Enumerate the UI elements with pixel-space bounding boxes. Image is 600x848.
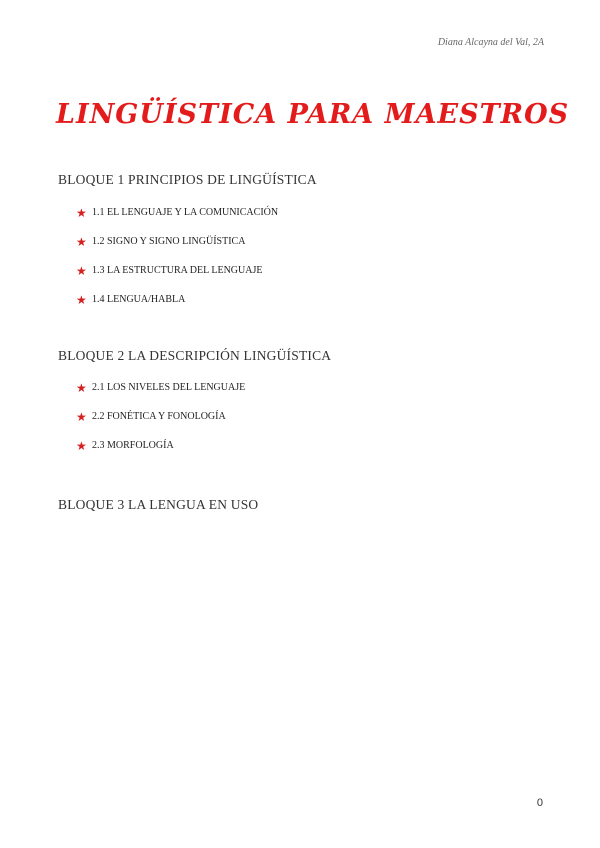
list-item — [76, 227, 278, 256]
block-2-title: BLOQUE 2 LA DESCRIPCIÓN LINGÜÍSTICA — [58, 348, 332, 363]
page-number: 0 — [536, 797, 543, 809]
block-3-title: BLOQUE 3 LA LENGUA EN USO — [58, 497, 259, 512]
list-item-label: 1.3 LA ESTRUCTURA DEL LENGUAJE — [92, 265, 263, 276]
list-item-label: 2.1 LOS NIVELES DEL LENGUAJE — [92, 382, 246, 393]
header-author: Diana Alcayna del Val, 2A — [437, 37, 544, 48]
list-item — [76, 256, 278, 285]
list-item-label: 1.2 SIGNO Y SIGNO LINGÜÍSTICA — [92, 236, 246, 247]
list-item — [76, 285, 278, 314]
page-title: LINGÜÍSTICA PARA MAESTROS — [56, 99, 570, 130]
star-icon: ★ — [76, 380, 87, 395]
list-item-label: 2.3 MORFOLOGÍA — [92, 440, 174, 451]
block-1-list — [76, 198, 278, 314]
list-item — [76, 198, 278, 227]
list-item-label: 1.1 EL LENGUAJE Y LA COMUNICACIÓN — [92, 207, 279, 218]
star-icon: ★ — [76, 438, 87, 453]
block-1-title: BLOQUE 1 PRINCIPIOS DE LINGÜÍSTICA — [58, 172, 317, 187]
star-icon: ★ — [76, 234, 87, 249]
list-item-label: 2.2 FONÉTICA Y FONOLOGÍA — [92, 411, 226, 422]
star-icon: ★ — [76, 205, 87, 220]
list-item — [76, 402, 245, 431]
block-2-list — [76, 373, 245, 460]
list-item — [76, 431, 245, 460]
star-icon: ★ — [76, 292, 87, 307]
list-item-label: 1.4 LENGUA/HABLA — [92, 294, 186, 305]
star-icon: ★ — [76, 263, 87, 278]
list-item — [76, 373, 245, 402]
star-icon: ★ — [76, 409, 87, 424]
